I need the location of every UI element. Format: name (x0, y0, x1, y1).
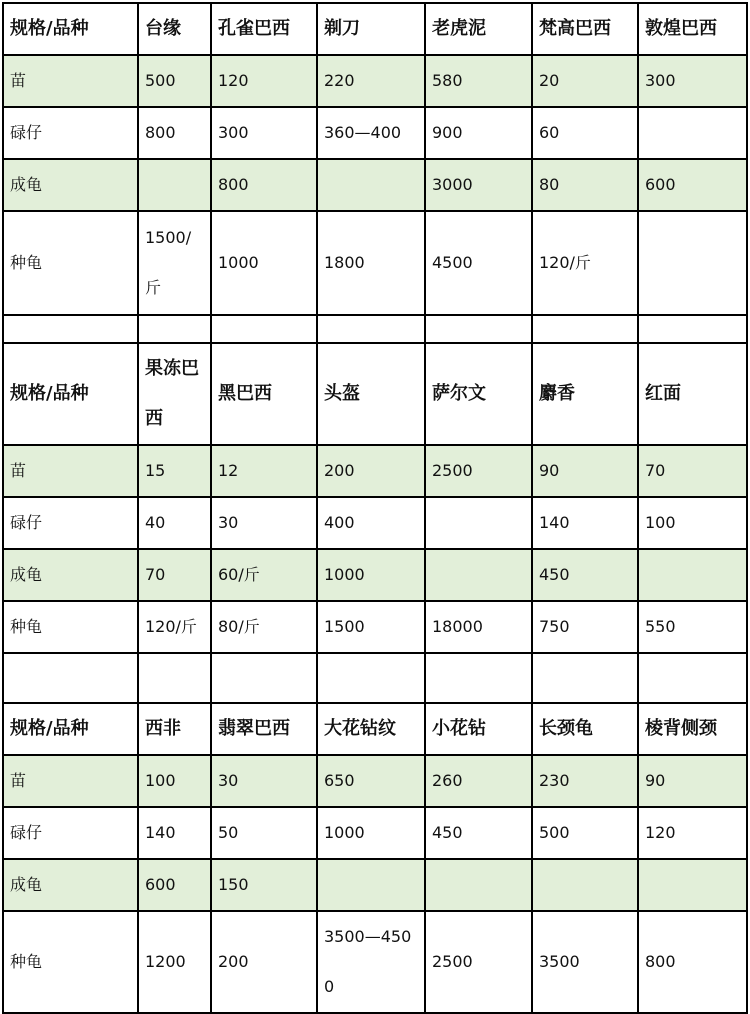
row-label: 种龟 (3, 601, 138, 653)
header-cell: 头盔 (317, 343, 425, 445)
table-cell: 1000 (211, 211, 317, 315)
table-row (3, 497, 747, 549)
table-row (3, 549, 747, 601)
row-label: 成龟 (3, 159, 138, 211)
table-cell: 1200 (138, 911, 211, 1013)
table-cell: 580 (425, 55, 532, 107)
row-label: 碌仔 (3, 807, 138, 859)
empty-cell (317, 653, 425, 703)
table-cell: 1800 (317, 211, 425, 315)
table-cell: 450 (425, 807, 532, 859)
header-cell: 梵高巴西 (532, 3, 638, 55)
table-cell: 2500 (425, 445, 532, 497)
table-cell: 1500/斤 (138, 211, 211, 315)
row-label: 种龟 (3, 211, 138, 315)
header-cell: 规格/品种 (3, 343, 138, 445)
table-cell: 30 (211, 755, 317, 807)
header-cell: 长颈龟 (532, 703, 638, 755)
row-label: 成龟 (3, 859, 138, 911)
table-cell: 300 (638, 55, 747, 107)
empty-cell (3, 653, 138, 703)
header-cell: 黑巴西 (211, 343, 317, 445)
header-cell: 果冻巴西 (138, 343, 211, 445)
header-cell: 麝香 (532, 343, 638, 445)
header-cell: 孔雀巴西 (211, 3, 317, 55)
table-row (3, 107, 747, 159)
table-cell: 220 (317, 55, 425, 107)
table-cell: 1000 (317, 549, 425, 601)
table-cell: 90 (638, 755, 747, 807)
table-row (3, 159, 747, 211)
row-label: 苗 (3, 445, 138, 497)
row-label: 碌仔 (3, 107, 138, 159)
spacer-row (3, 653, 747, 703)
table-row (3, 859, 747, 911)
table-cell: 1500 (317, 601, 425, 653)
table-cell: 500 (138, 55, 211, 107)
table-cell: 600 (138, 859, 211, 911)
table-cell: 60 (532, 107, 638, 159)
table-cell: 800 (638, 911, 747, 1013)
empty-cell (638, 653, 747, 703)
table-cell (638, 549, 747, 601)
table-row (3, 445, 747, 497)
table-cell: 50 (211, 807, 317, 859)
header-cell: 翡翠巴西 (211, 703, 317, 755)
empty-cell (532, 315, 638, 343)
empty-cell (3, 315, 138, 343)
table-cell: 20 (532, 55, 638, 107)
table-cell: 600 (638, 159, 747, 211)
table-row (3, 807, 747, 859)
header-row (3, 703, 747, 755)
table-cell (425, 549, 532, 601)
table-cell: 360—400 (317, 107, 425, 159)
row-label: 苗 (3, 55, 138, 107)
table-cell: 260 (425, 755, 532, 807)
table-cell: 12 (211, 445, 317, 497)
table-cell: 750 (532, 601, 638, 653)
table-cell: 140 (532, 497, 638, 549)
header-cell: 敦煌巴西 (638, 3, 747, 55)
table-cell: 300 (211, 107, 317, 159)
table-cell: 120/斤 (532, 211, 638, 315)
table-cell (638, 859, 747, 911)
empty-cell (138, 653, 211, 703)
table-cell: 650 (317, 755, 425, 807)
empty-cell (138, 315, 211, 343)
header-cell: 大花钻纹 (317, 703, 425, 755)
table-cell (425, 859, 532, 911)
header-cell: 棱背侧颈 (638, 703, 747, 755)
table-cell: 30 (211, 497, 317, 549)
empty-cell (211, 315, 317, 343)
table-cell: 120/斤 (138, 601, 211, 653)
table-cell: 230 (532, 755, 638, 807)
empty-cell (211, 653, 317, 703)
table-row (3, 755, 747, 807)
table-cell: 80 (532, 159, 638, 211)
table-cell: 500 (532, 807, 638, 859)
table-cell: 60/斤 (211, 549, 317, 601)
table-cell (317, 159, 425, 211)
empty-cell (425, 653, 532, 703)
table-row (3, 911, 747, 1013)
header-cell: 红面 (638, 343, 747, 445)
row-label: 苗 (3, 755, 138, 807)
header-cell: 小花钻 (425, 703, 532, 755)
table-cell: 100 (138, 755, 211, 807)
table-cell (317, 859, 425, 911)
table-cell: 200 (317, 445, 425, 497)
spacer-row (3, 315, 747, 343)
empty-cell (532, 653, 638, 703)
row-label: 成龟 (3, 549, 138, 601)
table-cell: 18000 (425, 601, 532, 653)
table-cell: 90 (532, 445, 638, 497)
table-cell: 800 (138, 107, 211, 159)
header-row (3, 343, 747, 445)
header-row (3, 3, 747, 55)
table-cell: 3500 (532, 911, 638, 1013)
table-cell: 200 (211, 911, 317, 1013)
header-cell: 萨尔文 (425, 343, 532, 445)
empty-cell (317, 315, 425, 343)
table-cell: 120 (211, 55, 317, 107)
turtle-price-table (2, 2, 748, 1014)
table-cell: 2500 (425, 911, 532, 1013)
empty-cell (638, 315, 747, 343)
table-cell: 450 (532, 549, 638, 601)
empty-cell (425, 315, 532, 343)
table-row (3, 55, 747, 107)
table-cell: 15 (138, 445, 211, 497)
table-cell: 80/斤 (211, 601, 317, 653)
table-cell: 70 (138, 549, 211, 601)
header-cell: 老虎泥 (425, 3, 532, 55)
header-cell: 剃刀 (317, 3, 425, 55)
table-cell: 150 (211, 859, 317, 911)
table-cell: 550 (638, 601, 747, 653)
table-cell: 3500—4500 (317, 911, 425, 1013)
table-cell: 800 (211, 159, 317, 211)
row-label: 种龟 (3, 911, 138, 1013)
table-cell: 400 (317, 497, 425, 549)
table-cell: 1000 (317, 807, 425, 859)
row-label: 碌仔 (3, 497, 138, 549)
table-cell (638, 107, 747, 159)
table-cell: 70 (638, 445, 747, 497)
header-cell: 台缘 (138, 3, 211, 55)
table-cell: 140 (138, 807, 211, 859)
table-cell: 120 (638, 807, 747, 859)
table-row (3, 601, 747, 653)
table-cell: 100 (638, 497, 747, 549)
header-cell: 西非 (138, 703, 211, 755)
table-cell: 4500 (425, 211, 532, 315)
table-cell: 40 (138, 497, 211, 549)
header-cell: 规格/品种 (3, 3, 138, 55)
table-cell (138, 159, 211, 211)
table-cell: 900 (425, 107, 532, 159)
header-cell: 规格/品种 (3, 703, 138, 755)
table-cell: 3000 (425, 159, 532, 211)
table-cell (425, 497, 532, 549)
table-row (3, 211, 747, 315)
table-cell (638, 211, 747, 315)
table-cell (532, 859, 638, 911)
